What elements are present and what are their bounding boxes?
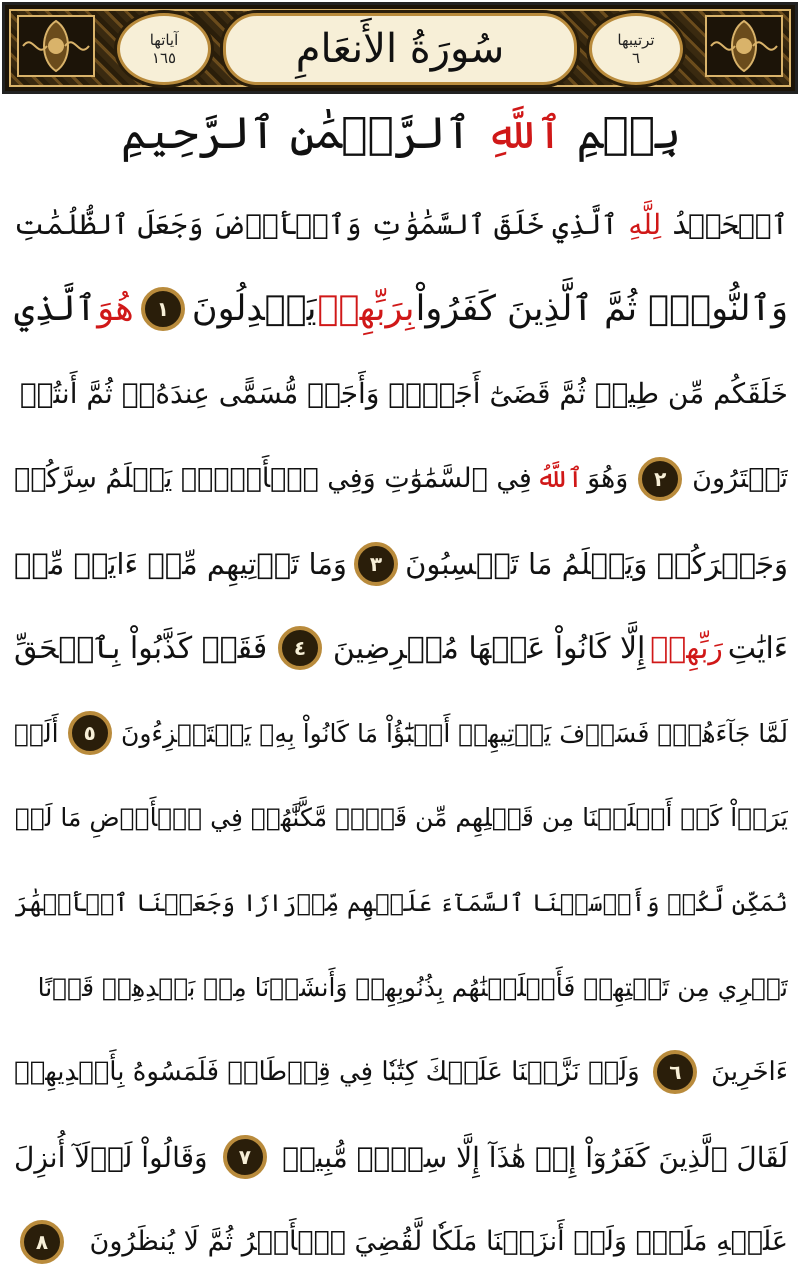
surah-title: سُورَةُ الأَنعَامِ [295, 26, 505, 72]
verse-count-medallion [117, 13, 211, 85]
surah-title-plate [223, 13, 577, 85]
verse-text-segment: تَجۡرِي مِن تَحۡتِهِمۡ فَأَهۡلَكۡنَٰهُم بِذُنُوبِهِمۡ وَأَنشَأۡنَا مِنۢ بَعۡدِهِمۡ قَرۡنًا [37, 973, 788, 1003]
verse-text-segment: ءَاخَرِينَ [711, 1057, 788, 1088]
verse-text-segment: لَمَّا جَآءَهُمۡۖ فَسَوۡفَ يَأۡتِيهِمۡ أَنۢبَٰٓؤُاْ مَا كَانُواْ بِهِۦ يَسۡتَهۡزِءُونَ [120, 718, 788, 748]
divine-name-text: ٱللَّهُ [535, 463, 584, 495]
verse-number-marker: ٦ [653, 1050, 697, 1094]
verse-number-marker: ٣ [354, 542, 398, 586]
text-line [14, 860, 788, 945]
verse-text-segment: فِي ٱلسَّمَٰوَٰتِ وَفِي ٱلۡأَرۡضِۖ يَعۡلَمُ سِرَّكُمۡ [14, 463, 532, 495]
verse-text-segment: وَقَالُواْ لَوۡلَآ أُنزِلَ [14, 1140, 208, 1174]
verse-text-segment: وَهُوَ [587, 463, 629, 495]
verse-text-segment: ٱلَّذِي خَلَقَ ٱلسَّمَٰوَٰتِ وَٱلۡأَرۡضَ وَجَعَلَ ٱلظُّلُمَٰتِ [14, 207, 618, 241]
verse-text-segment: وَمَا تَأۡتِيهِم مِّنۡ ءَايَةٖ مِّنۡ [14, 546, 347, 581]
text-line [14, 776, 788, 861]
verse-count-label: آياتها [149, 31, 179, 49]
arabesque-ornament-icon [705, 15, 783, 77]
verse-number-marker: ١ [141, 287, 185, 331]
verse-text-segment: تَمۡتَرُونَ [692, 463, 788, 495]
divine-name-text: هُوَ [97, 289, 134, 330]
arabesque-ornament-icon [17, 15, 95, 77]
verse-text-segment: فَقَدۡ كَذَّبُواْ بِٱلۡحَقِّ [14, 630, 268, 666]
verse-text-segment: نُمَكِّن لَّكُمۡ وَأَرۡسَلۡنَا ٱلسَّمَآءَ عَلَيۡهِم مِّدۡرَارٗا وَجَعَلۡنَا ٱلۡأَنۡهَٰرَ [14, 888, 788, 917]
verse-text-block [14, 182, 788, 1284]
verse-text-segment: إِلَّا كَانُواْ عَنۡهَا مُعۡرِضِينَ [332, 630, 646, 666]
surah-order-label: ترتيبها [617, 31, 655, 49]
verse-text-segment: وَلَوۡ نَزَّلۡنَا عَلَيۡكَ كِتَٰبٗا فِي قِرۡطَاسٖ فَلَمَسُوهُ بِأَيۡدِيهِمۡ [14, 1057, 640, 1088]
verse-number-marker: ٧ [223, 1135, 267, 1179]
verse-number-marker: ٨ [20, 1220, 64, 1264]
verse-text-segment: ٱلۡحَمۡدُ [671, 207, 788, 241]
surah-order-medallion [589, 13, 683, 85]
text-line [14, 521, 788, 606]
divine-name-text: رَبِّهِمۡ [650, 630, 723, 666]
verse-text-segment: وَٱلنُّورَۖ ثُمَّ ٱلَّذِينَ كَفَرُواْ [415, 289, 788, 330]
text-line [14, 1200, 788, 1284]
basmala-part-2: ٱلرَّحۡمَٰنِ ٱلرَّحِيمِ [120, 108, 486, 159]
verse-text-segment: وَجَهۡرَكُمۡ وَيَعۡلَمُ مَا تَكۡسِبُونَ [405, 546, 788, 581]
text-line [14, 1030, 788, 1115]
text-line [14, 1115, 788, 1200]
text-line [14, 436, 788, 521]
surah-header-band [2, 2, 798, 94]
divine-name-text: لِلَّهِ [628, 207, 662, 241]
basmala [0, 108, 802, 159]
text-line [14, 691, 788, 776]
verse-text-segment: ءَايَٰتِ [727, 630, 788, 666]
verse-text-segment: أَلَمۡ [14, 718, 59, 748]
verse-number-marker: ٢ [638, 457, 682, 501]
verse-text-segment: يَرَوۡاْ كَمۡ أَهۡلَكۡنَا مِن قَبۡلِهِم مِّن قَرۡنٖ مَّكَّنَّٰهُمۡ فِي ٱلۡأَرۡضِ مَا لَمۡ [14, 803, 788, 833]
text-line [14, 352, 788, 437]
basmala-allah: ٱللَّهِ [485, 108, 563, 159]
verse-text-segment: يَعۡدِلُونَ [191, 289, 317, 330]
verse-number-marker: ٥ [68, 711, 112, 755]
text-line [14, 182, 788, 267]
verse-text-segment: ٱلَّذِي [14, 289, 97, 330]
text-line [14, 945, 788, 1030]
text-line [14, 606, 788, 691]
verse-text-segment: عَلَيۡهِ مَلَكٞۖ وَلَوۡ أَنزَلۡنَا مَلَكٗا لَّقُضِيَ ٱلۡأَمۡرُ ثُمَّ لَا يُنظَرُونَ [89, 1226, 788, 1258]
surah-order-value: ٦ [631, 49, 641, 67]
verse-number-marker: ٤ [278, 626, 322, 670]
text-line [14, 267, 788, 352]
basmala-part-1: بِسۡمِ [562, 108, 682, 159]
divine-name-text: بِرَبِّهِمۡ [317, 289, 415, 330]
verse-text-segment: لَقَالَ ٱلَّذِينَ كَفَرُوٓاْ إِنۡ هَٰذَآ إِلَّا سِحۡرٞ مُّبِينٞ [282, 1140, 788, 1174]
verse-text-segment: خَلَقَكُم مِّن طِينٖ ثُمَّ قَضَىٰٓ أَجَلٗاۖ وَأَجَلٞ مُّسَمًّى عِندَهُۥۖ ثُمَّ أَنتُمۡ [19, 377, 788, 411]
verse-count-value: ١٦٥ [151, 49, 177, 67]
